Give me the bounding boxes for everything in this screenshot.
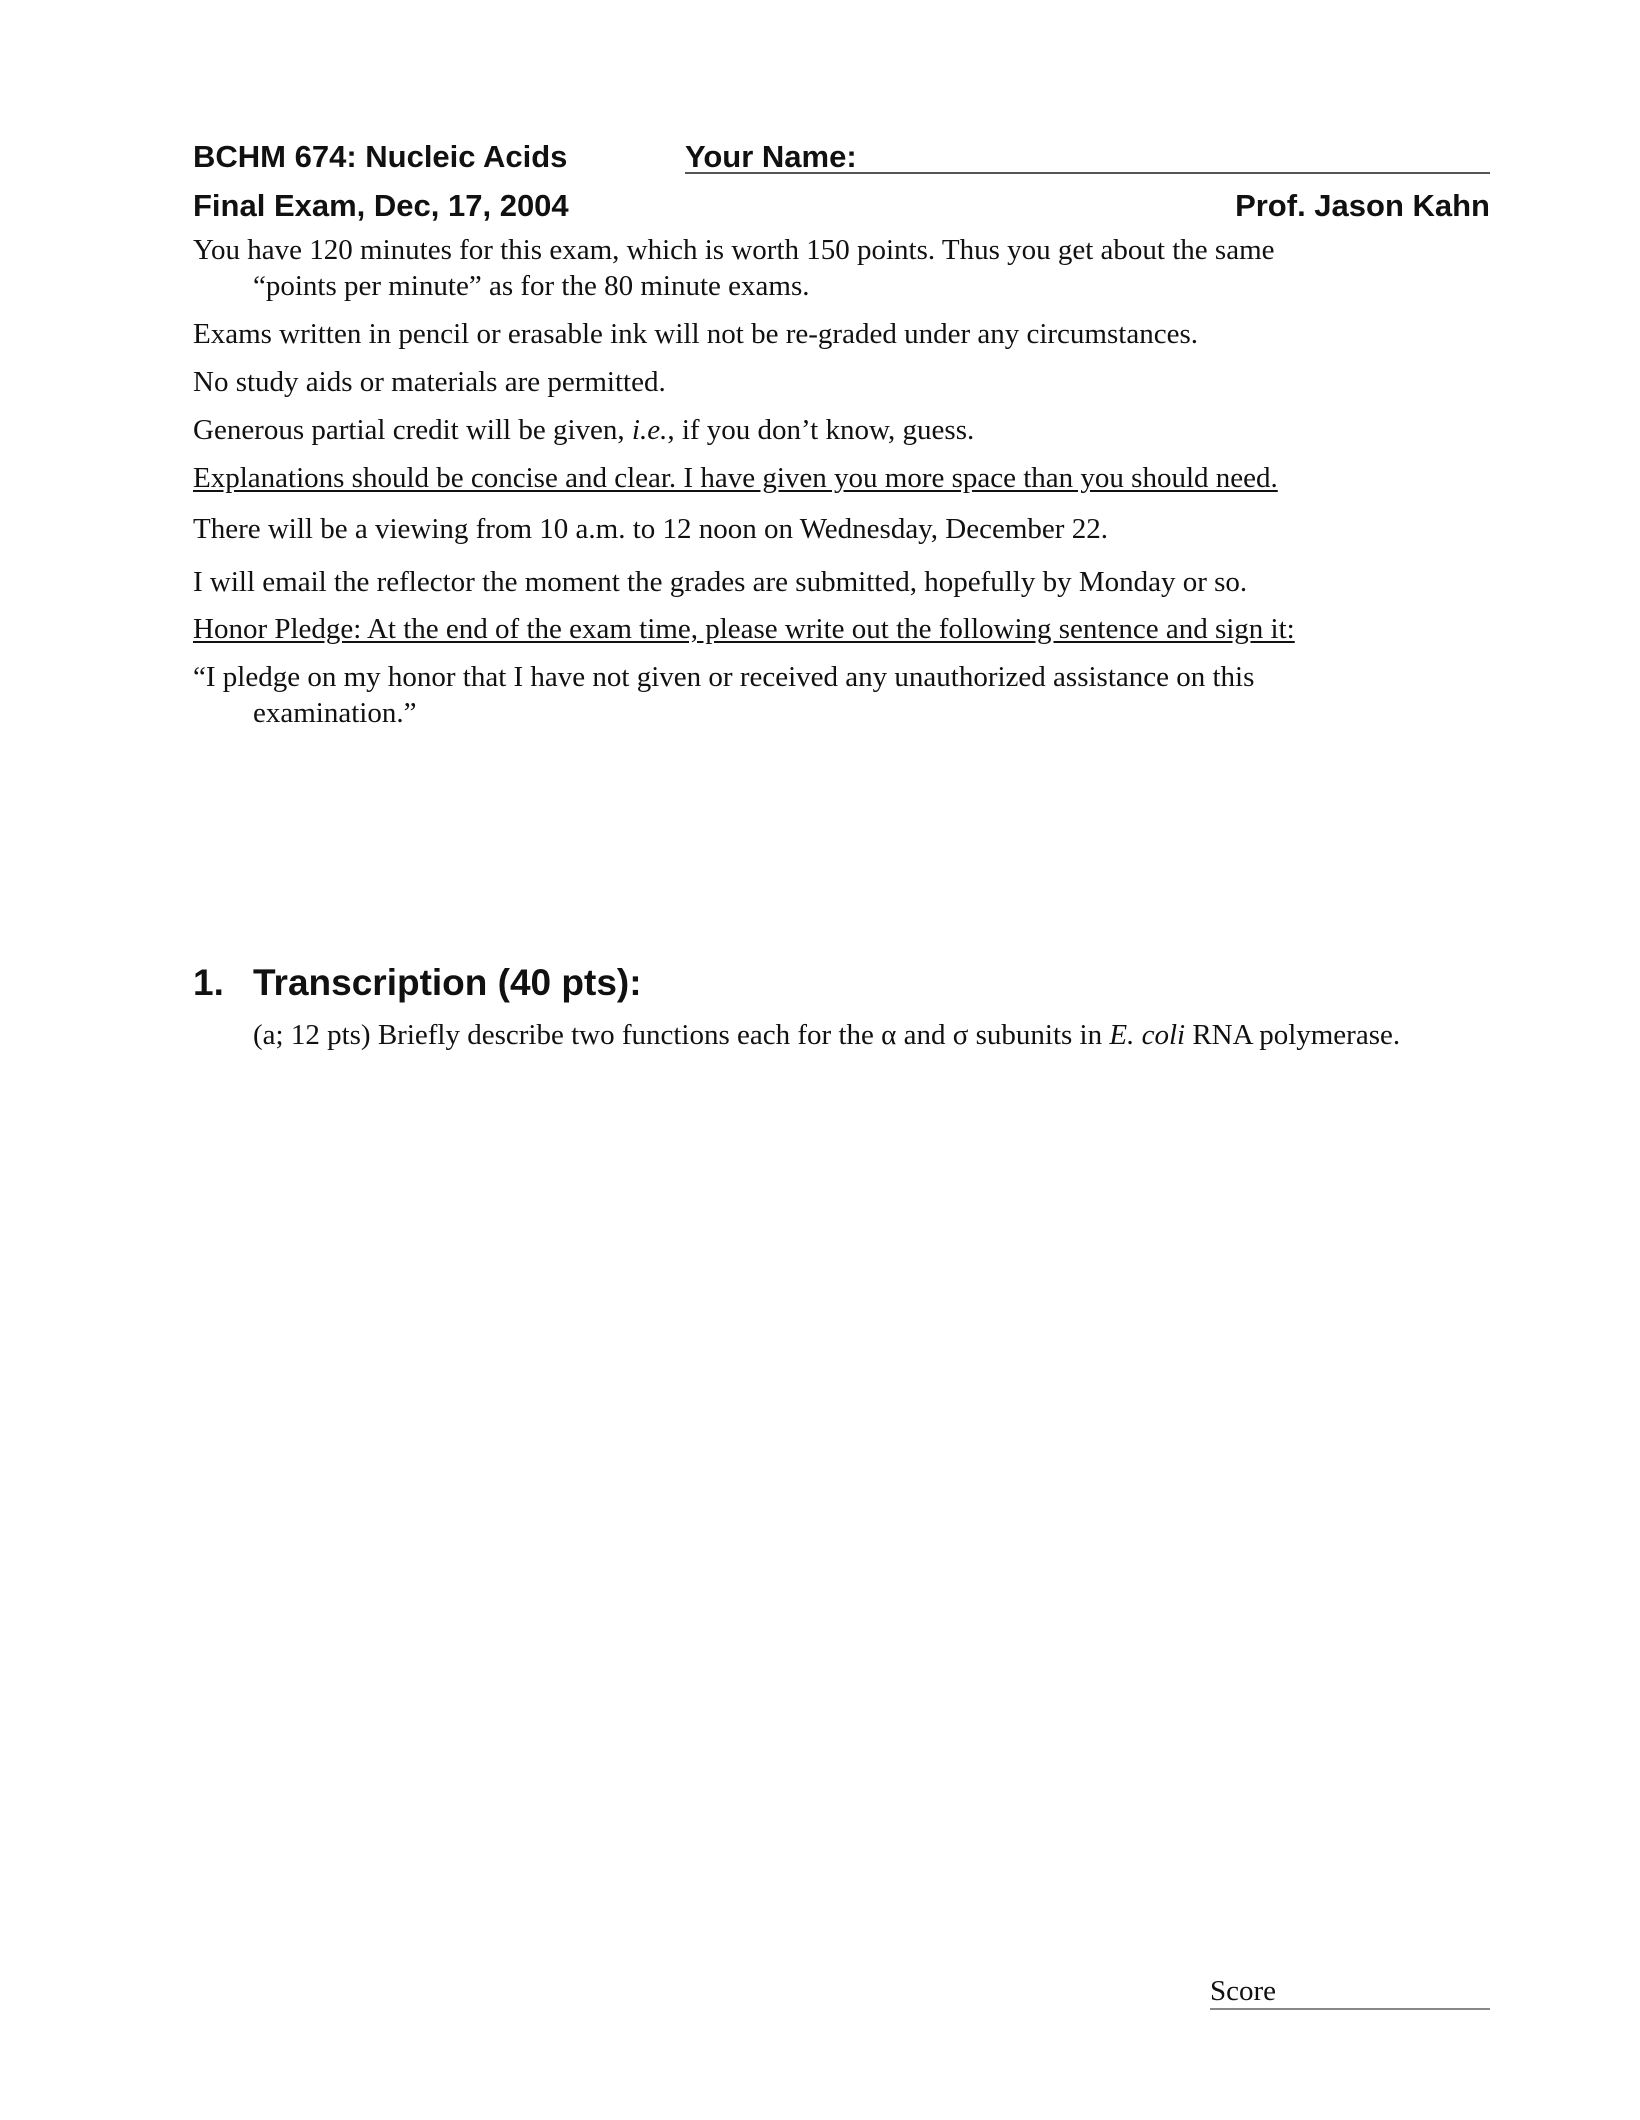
credit-text-italic: i.e. <box>631 414 668 446</box>
exam-date: Final Exam, Dec, 17, 2004 <box>193 188 569 223</box>
credit-text-before: Generous partial credit will be given, <box>193 414 632 446</box>
pledge-line2: examination.” <box>253 697 417 729</box>
part-a-text: (a; 12 pts) Briefly describe two functions each for the <box>253 1019 882 1051</box>
alpha-symbol: α <box>881 1019 897 1051</box>
honor-pledge-text <box>193 659 1523 731</box>
instruction-time-line1: You have 120 minutes for this exam, which is worth 150 points. Thus you get about the same <box>193 234 1275 266</box>
instruction-explanations: Explanations should be concise and clear. I have given you more space than you should need. <box>193 462 1278 494</box>
honor-heading-wrap <box>193 611 1463 647</box>
instruction-credit <box>193 412 1463 448</box>
instruction-explanations-wrap <box>193 460 1463 496</box>
instruction-ink: Exams written in pencil or erasable ink will not be re-graded under any circumstances. <box>193 318 1198 350</box>
score-label: Score <box>1210 1975 1277 2007</box>
instruction-time-line2: “points per minute” as for the 80 minute exams. <box>253 270 810 302</box>
instruction-aids: No study aids or materials are permitted. <box>193 366 666 398</box>
organism-name: E. coli <box>1109 1019 1186 1051</box>
honor-pledge-heading: Honor Pledge: At the end of the exam time, please write out the following sentence and sign it: <box>193 613 1295 645</box>
instruction-time <box>193 232 1523 304</box>
pledge-line1: “I pledge on my honor that I have not given or received any unauthorized assistance on this <box>193 661 1255 693</box>
question-title: Transcription (40 pts): <box>253 962 642 1003</box>
score-blank-line[interactable] <box>1210 2008 1490 2010</box>
question-part-a <box>253 1017 1451 1053</box>
part-a-end: RNA polymerase. <box>1185 1019 1401 1051</box>
name-field-label: Your Name: <box>685 139 857 174</box>
instruction-viewing: There will be a viewing from 10 a.m. to 12 noon on Wednesday, December 22. <box>193 513 1108 545</box>
sigma-symbol: σ <box>952 1019 969 1051</box>
question-number: 1. <box>193 962 224 1003</box>
subunits-text: subunits in <box>968 1019 1110 1051</box>
credit-text-after: , if you don’t know, guess. <box>667 414 975 446</box>
and-text: and <box>896 1019 953 1051</box>
course-title: BCHM 674: Nucleic Acids <box>193 139 568 174</box>
professor-name: Prof. Jason Kahn <box>1235 188 1490 223</box>
instruction-email: I will email the reflector the moment the grades are submitted, hopefully by Monday or so. <box>193 566 1248 598</box>
name-blank-line[interactable] <box>685 172 1490 174</box>
